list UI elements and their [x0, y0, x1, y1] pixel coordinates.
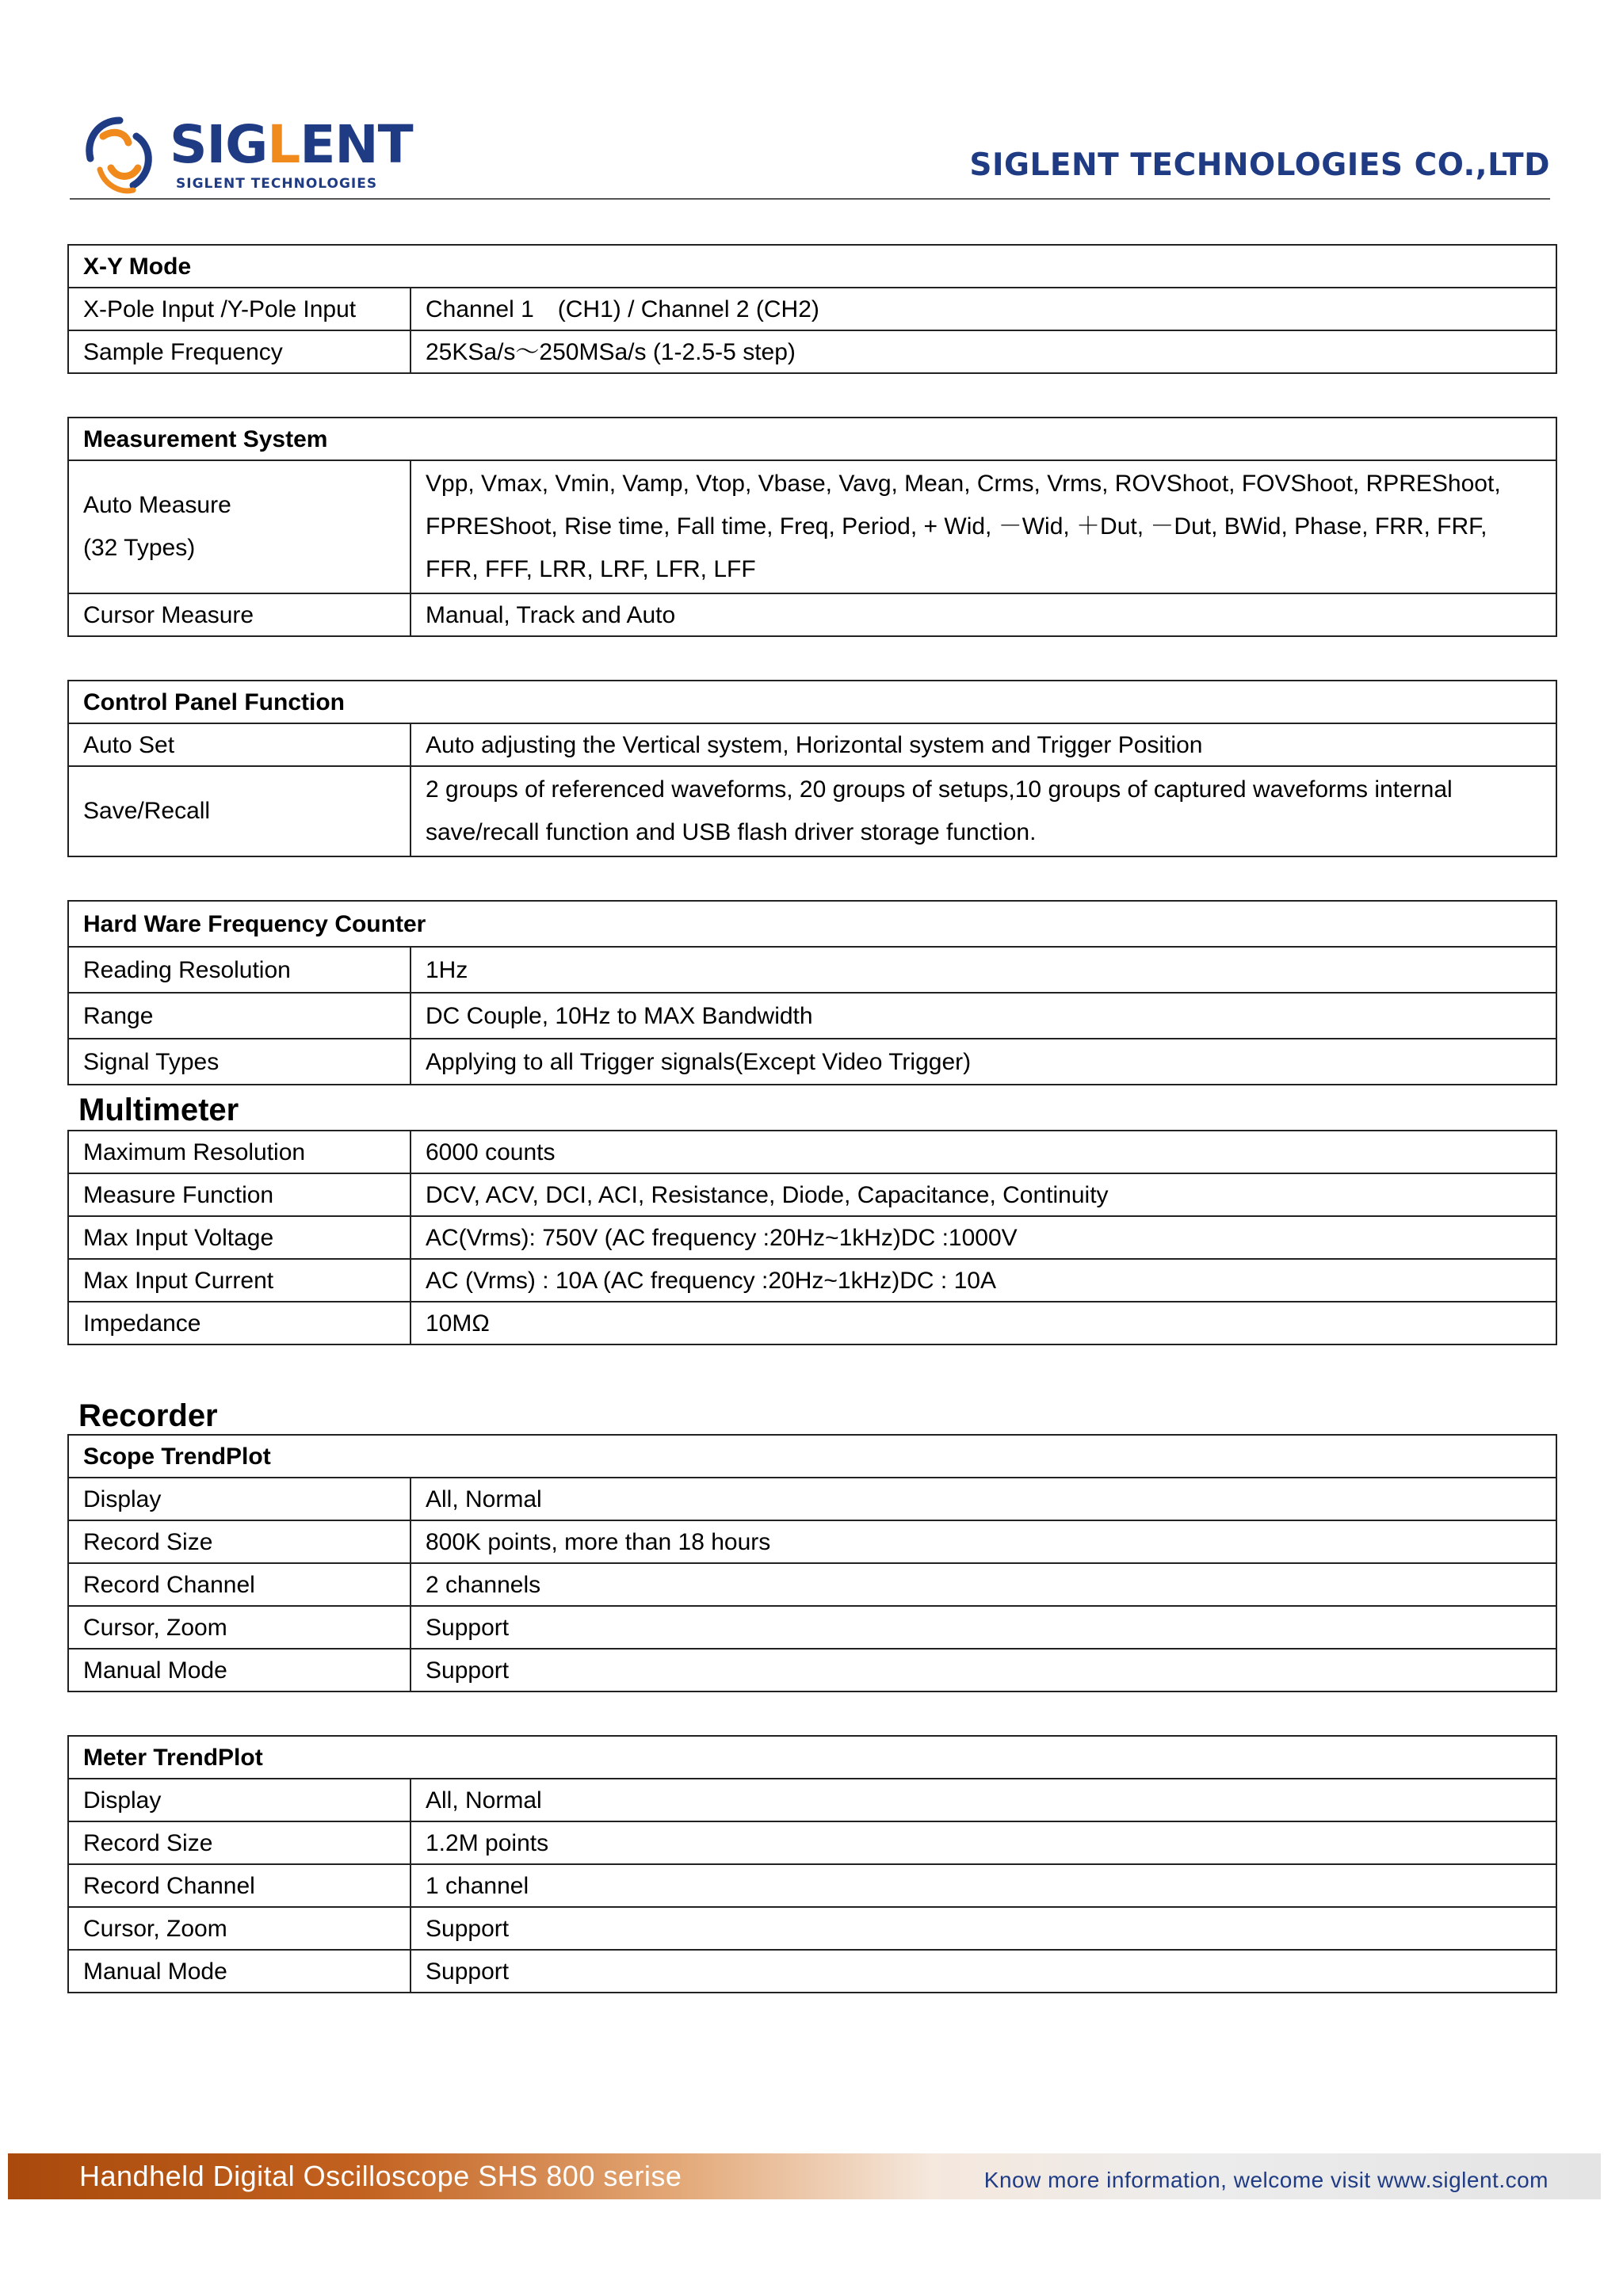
table-header-row: [68, 1736, 1556, 1779]
spec-value: 25KSa/s～250MSa/s (1-2.5-5 step): [411, 330, 1556, 373]
table-row: [68, 1173, 1556, 1216]
spec-value: 10MΩ: [411, 1302, 1556, 1344]
table-row: [68, 1606, 1556, 1649]
spec-value: 2 channels: [411, 1563, 1556, 1606]
header-divider: [70, 198, 1550, 200]
logo-wordmark: SIGLENT: [170, 114, 413, 175]
spec-value: Applying to all Trigger signals(Except Video Trigger): [411, 1039, 1556, 1085]
table-row: [68, 1039, 1556, 1085]
spec-value: 1Hz: [411, 947, 1556, 993]
table-title: Hard Ware Frequency Counter: [68, 901, 1556, 947]
xy-mode-table: [67, 244, 1557, 374]
spec-label: Cursor Measure: [68, 593, 411, 636]
spec-label: Measure Function: [68, 1173, 411, 1216]
spec-label: Display: [68, 1478, 411, 1520]
spec-value: Support: [411, 1907, 1556, 1950]
table-header-row: [68, 681, 1556, 723]
spec-label: Manual Mode: [68, 1649, 411, 1691]
auto-measure-types: (32 Types): [83, 535, 196, 561]
spec-label: Record Channel: [68, 1864, 411, 1907]
spec-value: 2 groups of referenced waveforms, 20 groups of setups,10 groups of captured waveforms internal save/recall function and USB flash driver storage function.: [411, 766, 1556, 856]
spec-label: Impedance: [68, 1302, 411, 1344]
spec-label: Save/Recall: [68, 766, 411, 856]
spec-label: Cursor, Zoom: [68, 1606, 411, 1649]
table-header-row: [68, 245, 1556, 288]
frequency-counter-table: [67, 900, 1557, 1085]
spec-value: All, Normal: [411, 1478, 1556, 1520]
spec-value: DC Couple, 10Hz to MAX Bandwidth: [411, 993, 1556, 1039]
table-row: [68, 1563, 1556, 1606]
spec-label: Auto Set: [68, 723, 411, 766]
table-row: [68, 993, 1556, 1039]
spec-label: Range: [68, 993, 411, 1039]
table-row: [68, 1779, 1556, 1821]
spec-value: All, Normal: [411, 1779, 1556, 1821]
table-header-row: [68, 901, 1556, 947]
footer-website-link[interactable]: Know more information, welcome visit www.siglent.com: [983, 2168, 1549, 2192]
spec-value: Auto adjusting the Vertical system, Horizontal system and Trigger Position: [411, 723, 1556, 766]
table-row: [68, 723, 1556, 766]
table-row: [68, 1907, 1556, 1950]
table-row: [68, 460, 1556, 593]
spec-label: Maximum Resolution: [68, 1131, 411, 1173]
company-name: SIGLENT TECHNOLOGIES CO.,LTD: [969, 147, 1550, 183]
footer-product-title: Handheld Digital Oscilloscope SHS 800 serise: [79, 2160, 682, 2192]
spec-label: Record Channel: [68, 1563, 411, 1606]
table-row: [68, 947, 1556, 993]
scope-trendplot-table: [67, 1434, 1557, 1692]
table-row: [68, 1302, 1556, 1344]
spec-label: Signal Types: [68, 1039, 411, 1085]
spec-value: DCV, ACV, DCI, ACI, Resistance, Diode, Capacitance, Continuity: [411, 1173, 1556, 1216]
spec-label: Max Input Voltage: [68, 1216, 411, 1259]
measurement-system-table: [67, 417, 1557, 637]
spec-label: Display: [68, 1779, 411, 1821]
spec-label: Cursor, Zoom: [68, 1907, 411, 1950]
spec-content: [67, 244, 1557, 1993]
spec-label: Reading Resolution: [68, 947, 411, 993]
table-title: X-Y Mode: [68, 245, 1556, 288]
table-row: [68, 1478, 1556, 1520]
table-row: [68, 1821, 1556, 1864]
logo-subtitle: SIGLENT TECHNOLOGIES: [176, 176, 378, 192]
spec-value: Manual, Track and Auto: [411, 593, 1556, 636]
spec-value: 6000 counts: [411, 1131, 1556, 1173]
table-row: [68, 1259, 1556, 1302]
control-panel-table: [67, 680, 1557, 857]
spec-label: Record Size: [68, 1520, 411, 1563]
multimeter-table: [67, 1130, 1557, 1345]
spec-value: Support: [411, 1950, 1556, 1993]
table-header-row: [68, 1435, 1556, 1478]
spec-value: AC(Vrms): 750V (AC frequency :20Hz~1kHz)DC :1000V: [411, 1216, 1556, 1259]
table-title: Measurement System: [68, 418, 1556, 460]
spec-label: Sample Frequency: [68, 330, 411, 373]
auto-measure-label: Auto Measure: [83, 492, 231, 518]
section-title-recorder: Recorder: [78, 1398, 218, 1433]
table-row: [68, 1216, 1556, 1259]
table-row: [68, 1131, 1556, 1173]
table-title: Scope TrendPlot: [68, 1435, 1556, 1478]
table-row: [68, 288, 1556, 330]
spec-value: 1.2M points: [411, 1821, 1556, 1864]
siglent-swirl-icon: [76, 113, 163, 200]
spec-value: 800K points, more than 18 hours: [411, 1520, 1556, 1563]
table-title: Control Panel Function: [68, 681, 1556, 723]
table-row: [68, 1950, 1556, 1993]
page-footer: [8, 2153, 1601, 2199]
spec-value: Channel 1 (CH1) / Channel 2 (CH2): [411, 288, 1556, 330]
spec-value: Support: [411, 1606, 1556, 1649]
spec-value: Support: [411, 1649, 1556, 1691]
spec-label: X-Pole Input /Y-Pole Input: [68, 288, 411, 330]
spec-value: AC (Vrms) : 10A (AC frequency :20Hz~1kHz)DC : 10A: [411, 1259, 1556, 1302]
spec-value: Vpp, Vmax, Vmin, Vamp, Vtop, Vbase, Vavg, Mean, Crms, Vrms, ROVShoot, FOVShoot, RPREShoot, FPREShoot, Rise time, Fall time, Freq, Period, + Wid, －Wid, ＋Dut, －Dut, BWid, Phase, FRR, FRF, FFR, FFF, LRR, LRF, LFR, LFF: [411, 460, 1556, 593]
section-title-multimeter: Multimeter: [78, 1093, 239, 1127]
spec-label: Record Size: [68, 1821, 411, 1864]
table-row: [68, 1649, 1556, 1691]
table-row: [68, 766, 1556, 856]
spec-label: Manual Mode: [68, 1950, 411, 1993]
spec-label: Max Input Current: [68, 1259, 411, 1302]
table-row: [68, 1864, 1556, 1907]
table-row: [68, 1520, 1556, 1563]
table-title: Meter TrendPlot: [68, 1736, 1556, 1779]
spec-label: [68, 460, 411, 593]
spec-value: 1 channel: [411, 1864, 1556, 1907]
meter-trendplot-table: [67, 1735, 1557, 1993]
table-header-row: [68, 418, 1556, 460]
siglent-logo: [76, 113, 441, 200]
page-header: [0, 0, 1623, 206]
table-row: [68, 330, 1556, 373]
table-row: [68, 593, 1556, 636]
